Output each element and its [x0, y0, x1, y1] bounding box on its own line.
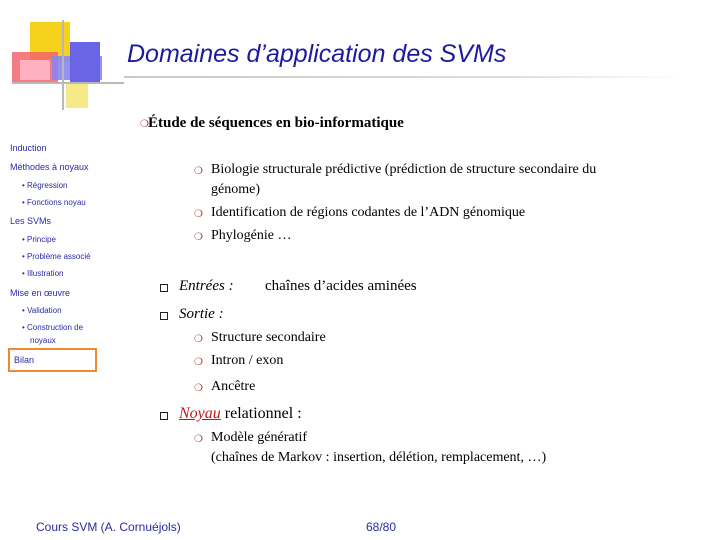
noyau-rest: relationnel :	[224, 405, 302, 422]
square-bullet-icon	[160, 312, 168, 320]
sidebar-item-construction-noyaux[interactable]: • Construction de	[22, 323, 84, 332]
list-item: Structure secondaire	[211, 330, 326, 345]
sidebar-item-illustration[interactable]: • Illustration	[22, 269, 64, 278]
list-item: Intron / exon	[211, 353, 284, 368]
bullet-icon: ❍	[194, 357, 203, 368]
page-number: 68/80	[366, 520, 397, 534]
sidebar-item-bilan[interactable]	[8, 348, 97, 372]
sidebar-item-validation[interactable]: • Validation	[22, 306, 62, 315]
entrees-value: chaînes d’acides aminées	[265, 278, 417, 294]
list-item-cont: (chaînes de Markov : insertion, délétion, remplacement, …)	[211, 450, 547, 465]
sidebar-item-probleme-associe[interactable]: • Problème associé	[22, 252, 91, 261]
sidebar-item-construction-noyaux-cont[interactable]: noyaux	[30, 336, 56, 345]
bullet-icon: ❍	[194, 383, 203, 394]
bullet-icon: ❍	[194, 232, 203, 243]
sidebar-item-les-svms[interactable]: Les SVMs	[10, 216, 52, 226]
sidebar-item-methodes-noyaux[interactable]: Méthodes à noyaux	[10, 162, 89, 172]
list-item: Phylogénie …	[211, 228, 292, 243]
sidebar-item-induction[interactable]: Induction	[10, 143, 47, 153]
bullet-icon: ❍	[194, 166, 203, 177]
square-bullet-icon	[160, 284, 168, 292]
title-divider	[124, 76, 684, 78]
bullet-icon: ❍	[140, 119, 149, 130]
list-item: Modèle génératif	[211, 430, 308, 445]
list-item: Biologie structurale prédictive (prédiction de structure secondaire du	[211, 162, 597, 177]
sidebar-item-mise-en-oeuvre[interactable]: Mise en œuvre	[10, 288, 71, 298]
sidebar-item-regression[interactable]: • Régression	[22, 181, 68, 190]
entrees-label: Entrées :	[179, 278, 234, 294]
sortie-label: Sortie :	[179, 306, 224, 322]
sidebar-item-principe[interactable]: • Principe	[22, 235, 56, 244]
list-item: Identification de régions codantes de l’ADN génomique	[211, 205, 526, 220]
list-item-cont: génome)	[211, 182, 260, 197]
footer-author: Cours SVM (A. Cornuéjols)	[36, 520, 181, 534]
noyau-heading	[179, 405, 302, 423]
bullet-icon: ❍	[194, 334, 203, 345]
square-bullet-icon	[160, 412, 168, 420]
bullet-icon: ❍	[194, 434, 203, 445]
main-heading: Étude de séquences en bio-informatique	[148, 115, 404, 131]
noyau-label: Noyau	[179, 405, 221, 422]
slide-title: Domaines d’application des SVMs	[127, 40, 507, 68]
sidebar-item-bilan-label: Bilan	[14, 355, 35, 365]
bullet-icon: ❍	[194, 209, 203, 220]
sidebar-item-fonctions-noyau[interactable]: • Fonctions noyau	[22, 198, 86, 207]
list-item: Ancêtre	[211, 379, 256, 394]
